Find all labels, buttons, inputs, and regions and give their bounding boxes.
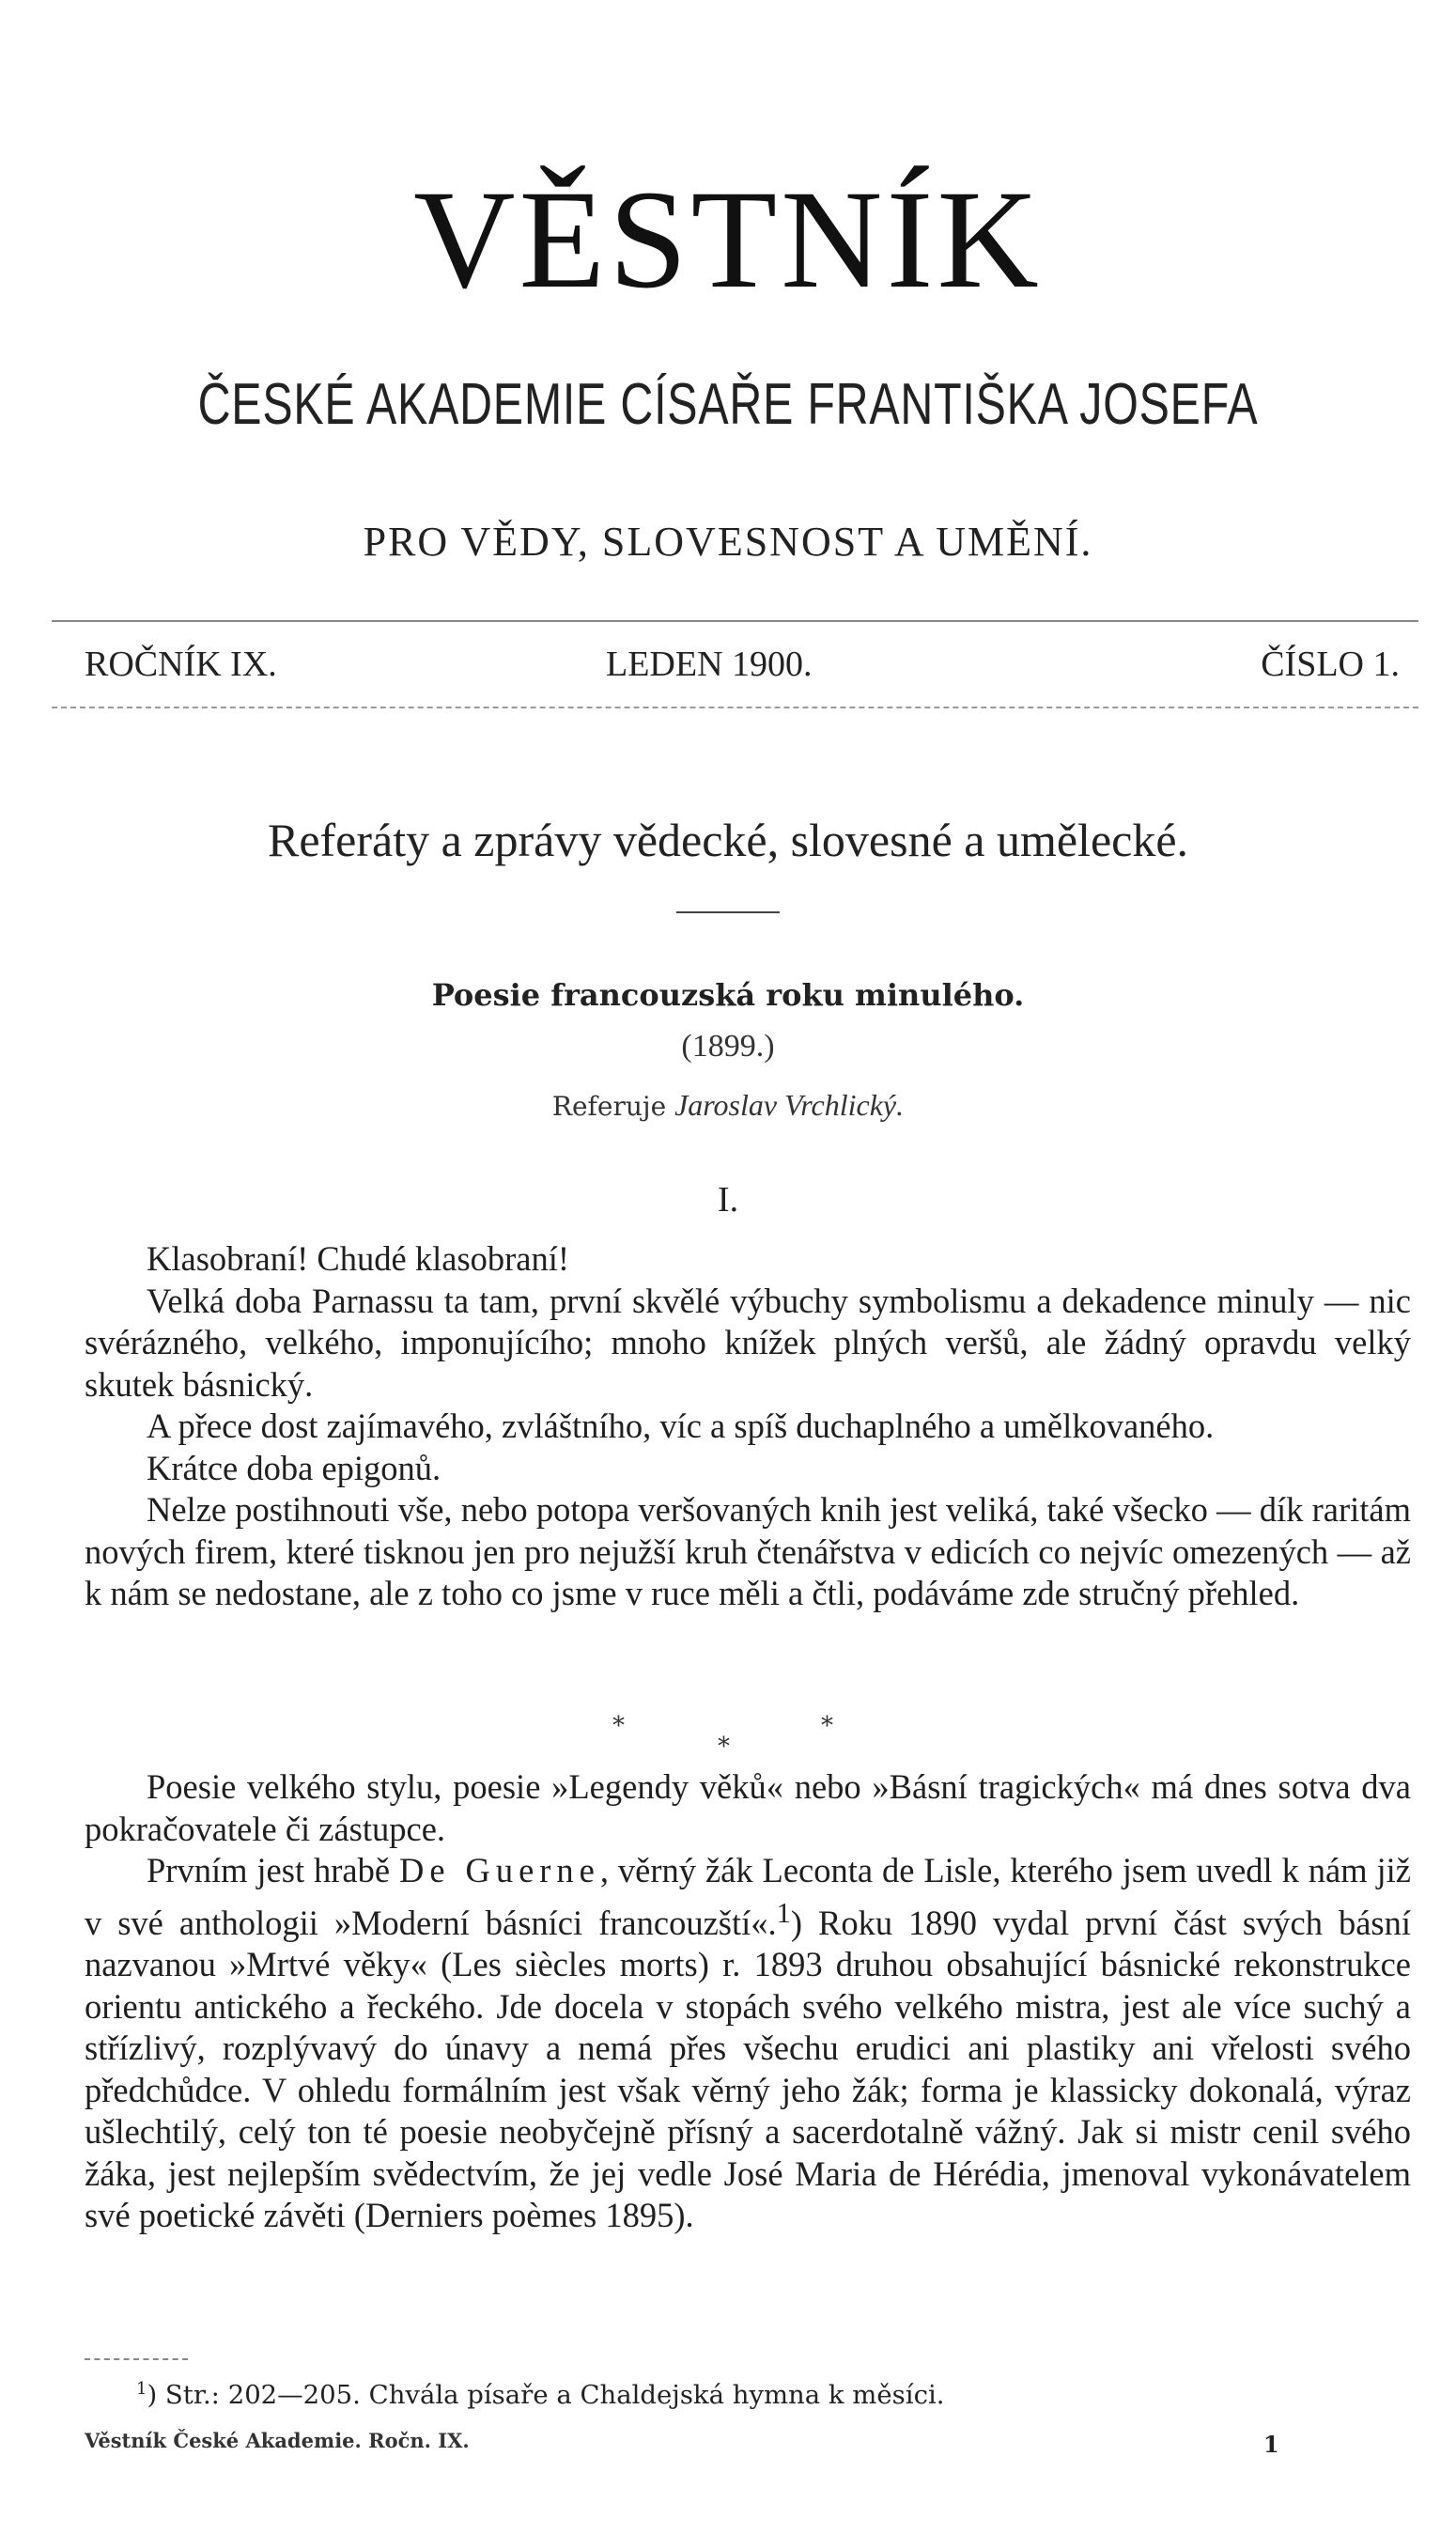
footnote-rule <box>85 2358 188 2360</box>
asterism-divider <box>0 1712 1456 1759</box>
article-year: (1899.) <box>681 1029 775 1064</box>
issue-number: ČÍSLO 1. <box>1261 645 1400 684</box>
bottom-rule <box>52 707 1418 708</box>
paragraph: A přece dost zajímavého, zvláštního, víc a spíš duchaplného a umělkovaného. <box>147 1407 1215 1445</box>
footnote <box>136 2379 945 2410</box>
paragraph: Velká doba Parnassu ta tam, první skvělé výbuchy symbolismu a dekadence minuly — nic svérázného, velkého, imponujícího; mnoho knížek plných veršů, ale žádný opravdu velký skutek básnický. <box>85 1281 1411 1404</box>
asterisk: * <box>718 1733 730 1761</box>
top-rule <box>52 620 1418 622</box>
byline-prefix: Referuje <box>551 1091 667 1122</box>
intro-text <box>85 1238 1411 1615</box>
section-heading: Referáty a zprávy vědecké, slovesné a umělecké. <box>267 814 1189 866</box>
issue-date: LEDEN 1900. <box>606 645 813 684</box>
footnote-text: Str.: 202—205. Chvála písaře a Chaldejská hymna k měsíci. <box>157 2380 945 2411</box>
part-number: I. <box>717 1180 739 1220</box>
asterisk: * <box>612 1712 625 1740</box>
text-run: Prvním jest hrabě <box>147 1851 391 1889</box>
text-run: ) <box>790 1903 803 1942</box>
footnote-reference[interactable]: 1 <box>776 1896 791 1929</box>
volume-label: ROČNÍK IX. <box>85 645 277 684</box>
section-divider <box>676 911 780 913</box>
footnote-mark: 1 <box>136 2379 147 2399</box>
journal-subtitle: ČESKÉ AKADEMIE CÍSAŘE FRANTIŠKA JOSEFA <box>197 372 1259 437</box>
asterisk: * <box>821 1712 833 1740</box>
footer-journal-name: Věstník České Akademie. Ročn. IX. <box>85 2429 470 2452</box>
byline <box>0 1088 1456 1123</box>
issue-line <box>85 644 1400 691</box>
article-title: Poesie francouzská roku minulého. <box>431 977 1025 1013</box>
journal-subtitle-secondary: PRO VĚDY, SLOVESNOST A UMĚNÍ. <box>363 519 1093 565</box>
paragraph: Klasobraní! Chudé klasobraní! <box>147 1239 570 1278</box>
paragraph: Krátce doba epigonů. <box>147 1448 441 1487</box>
footnote-paren: ) <box>147 2380 158 2411</box>
page-number: 1 <box>1263 2431 1279 2458</box>
poet-name: De Guerne <box>398 1851 600 1889</box>
text-run: Roku 1890 vydal první část svých básní nazvanou »Mrtvé věky« (Les siècles morts) r. 1893 druhou obsahující básnické rekonstrukce orientu antického a řeckého. Jde docela v stopách svého velkého mistra, jest ale více suchý a střízlivý, rozplývavý do únavy a nemá přes všechu erudici ani plastiky ani vřelosti svého předchůdce. V ohledu formálním jest však věrný jeho žák; forma je klassicky dokonalá, výraz ušlechtilý, celý ton té poesie neobyčejně přísný a sacerdotalně vážný. Jak si mistr cenil svého žáka, jest nejlepším svědectvím, že jej vedle José Maria de Hérédia, jmenoval vykonávatelem své poetické závěti (Derniers poèmes 1895). <box>85 1903 1412 2235</box>
main-text <box>85 1766 1411 2237</box>
author-name: Jaroslav Vrchlický. <box>674 1088 905 1122</box>
paragraph: Poesie velkého stylu, poesie »Legendy věků« nebo »Básní tragických« má dnes sotva dva pokračovatele či zástupce. <box>85 1767 1411 1848</box>
paragraph: Nelze postihnouti vše, nebo potopa veršovaných knih jest veliká, také všecko — dík raritám nových firem, které tisknou jen pro nejužší kruh čtenářstva v edicích co nejvíc omezených — až k nám se nedostane, ale z toho co jsme v ruce měli a čtli, podáváme zde stručný přehled. <box>85 1490 1411 1612</box>
paragraph <box>85 1850 1411 2237</box>
text-run: , věrný žák Leconta de Lisle, kterého jsem uvedl k nám již v své anthologii »Moderní básníci francouzští«. <box>85 1851 1411 1942</box>
journal-title: VĚSTNÍK <box>413 162 1043 318</box>
